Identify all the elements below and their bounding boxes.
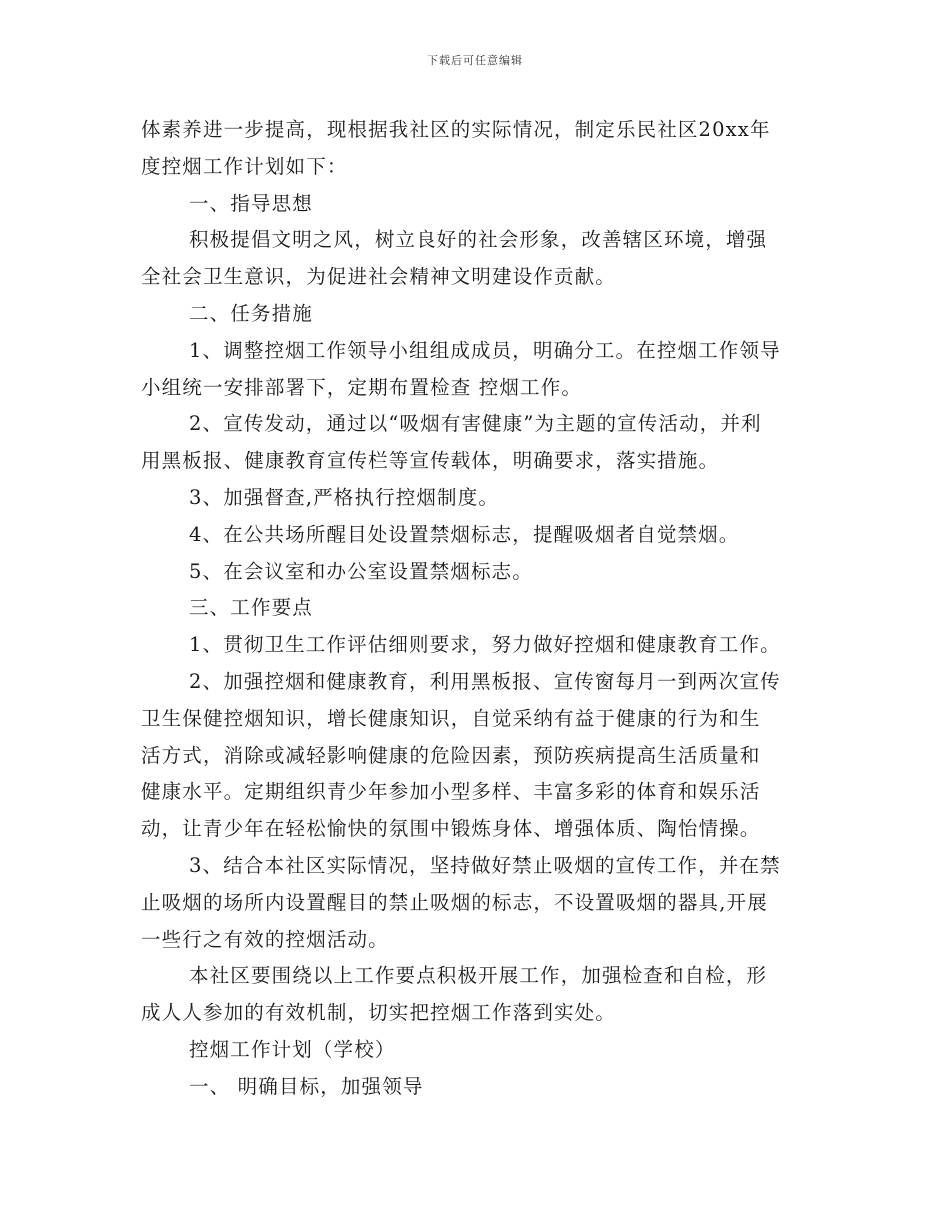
text-line: 止吸烟的场所内设置醒目的禁止吸烟的标志，不设置吸烟的器具,开展: [141, 890, 768, 914]
text-line: 5、在会议室和办公室设置禁烟标志。: [189, 559, 533, 583]
text-line: 动，让青少年在轻松愉快的氛围中锻炼身体、增强体质、陶怡情操。: [141, 817, 761, 841]
text-line: 3、加强督查,严格执行控烟制度。: [189, 485, 500, 509]
text-line: 小组统一安排部署下，定期布置检查 控烟工作。: [141, 375, 582, 399]
text-line: 3、结合本社区实际情况，坚持做好禁止吸烟的宣传工作，并在禁: [189, 853, 781, 877]
text-line: 2、宣传发动，通过以“吸烟有害健康”为主题的宣传活动，并利: [189, 412, 762, 436]
text-line: 用黑板报、健康教育宣传栏等宣传载体，明确要求，落实措施。: [141, 449, 720, 473]
text-line: 度控烟工作计划如下：: [141, 154, 348, 178]
text-line: 2、加强控烟和健康教育，利用黑板报、宣传窗每月一到两次宣传: [189, 669, 781, 693]
text-line: 二、任务措施: [189, 301, 313, 325]
text-line: 一些行之有效的控烟活动。: [141, 927, 389, 951]
text-line: 体素养进一步提高，现根据我社区的实际情况，制定乐民社区20xx年: [141, 118, 771, 141]
text-line: 活方式，消除或减轻影响健康的危险因素，预防疾病提高生活质量和: [141, 743, 761, 767]
text-line: 成人人参加的有效机制，切实把控烟工作落到实处。: [141, 1001, 616, 1025]
text-line: 一、指导思想: [189, 191, 313, 215]
document-body: [141, 112, 809, 1106]
text-line: 全社会卫生意识，为促进社会精神文明建设作贡献。: [141, 265, 616, 289]
text-line: 一、 明确目标，加强领导: [189, 1074, 424, 1098]
text-line: 卫生保健控烟知识，增长健康知识，自觉采纳有益于健康的行为和生: [141, 706, 761, 730]
text-line: 积极提倡文明之风，树立良好的社会形象，改善辖区环境，增强: [189, 228, 768, 252]
text-line: 1、贯彻卫生工作评估细则要求，努力做好控烟和健康教育工作。: [189, 633, 781, 657]
text-line: 1、调整控烟工作领导小组组成成员，明确分工。在控烟工作领导: [189, 338, 781, 362]
header-note: 下载后可任意编辑: [427, 54, 523, 67]
text-line: 健康水平。定期组织青少年参加小型多样、丰富多彩的体育和娱乐活: [141, 780, 761, 804]
text-line: 控烟工作计划（学校）: [189, 1037, 396, 1061]
text-line: 4、在公共场所醒目处设置禁烟标志，提醒吸烟者自觉禁烟。: [189, 522, 740, 546]
text-line: 本社区要围绕以上工作要点积极开展工作，加强检查和自检，形: [189, 964, 768, 988]
text-line: 三、工作要点: [189, 596, 313, 620]
